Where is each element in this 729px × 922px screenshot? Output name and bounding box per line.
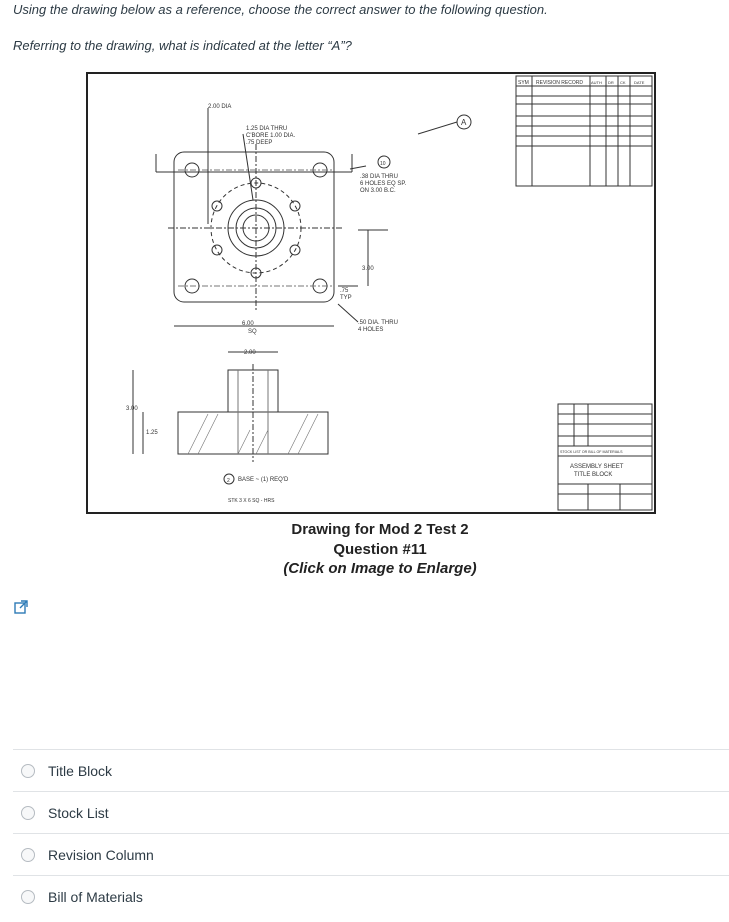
- rev-sym-label: SYM: [518, 80, 529, 86]
- part-number: 2: [227, 478, 230, 484]
- stock-size: STK 3 X 6 SQ - HRS: [228, 498, 275, 504]
- option-label: Bill of Materials: [48, 888, 143, 905]
- dim-typ: TYP: [340, 295, 352, 301]
- dim-75: .75: [340, 288, 349, 294]
- callout-a: [418, 115, 471, 134]
- question-prompt: Referring to the drawing, what is indicated at the letter “A”?: [13, 38, 352, 53]
- radio-icon[interactable]: [21, 764, 35, 778]
- drawing-caption-enlarge[interactable]: (Click on Image to Enlarge): [283, 560, 477, 577]
- dim-3-00: 3.00: [362, 266, 374, 272]
- dim-2-dia: 2.00 DIA: [208, 104, 232, 110]
- stock-list-label: STOCK LIST OR BILL OF MATERIALS: [560, 450, 623, 454]
- question-instruction: Using the drawing below as a reference, choose the correct answer to the following question.: [13, 2, 548, 17]
- revision-block: [516, 76, 652, 186]
- dim-sq: SQ: [248, 329, 257, 335]
- title-block-line2: TITLE BLOCK: [574, 472, 613, 478]
- holes-line1: .38 DIA THRU: [360, 174, 398, 180]
- holes4-line1: .50 DIA. THRU: [358, 320, 398, 326]
- answer-option-stock-list[interactable]: [13, 791, 729, 833]
- rev-dr-label: DR: [608, 80, 614, 85]
- item-10-label: 10: [380, 161, 386, 167]
- holes-line2: 6 HOLES EQ SP.: [360, 181, 407, 187]
- holes-line3: ON 3.00 B.C.: [360, 188, 396, 194]
- cbore-line2: C'BORE 1.00 DIA.: [246, 133, 296, 139]
- external-link-icon[interactable]: [14, 600, 28, 614]
- callout-letter: A: [461, 118, 467, 127]
- answer-option-bill-of-materials[interactable]: [13, 875, 729, 917]
- rev-auth-label: AUTH: [591, 80, 602, 85]
- cbore-line3: .75 DEEP: [246, 140, 273, 146]
- title-block: [558, 404, 652, 510]
- radio-icon[interactable]: [21, 806, 35, 820]
- rev-date-label: DATE: [634, 80, 645, 85]
- dim-6-00: 6.00: [242, 321, 254, 327]
- rev-ck-label: CK: [620, 80, 626, 85]
- radio-icon[interactable]: [21, 890, 35, 904]
- radio-icon[interactable]: [21, 848, 35, 862]
- drawing-caption-question: Question #11: [333, 541, 427, 558]
- engineering-drawing[interactable]: [86, 72, 656, 514]
- rev-record-label: REVISION RECORD: [536, 80, 583, 86]
- section-view: [133, 364, 328, 462]
- option-label: Revision Column: [48, 846, 154, 863]
- dim-3-00-v: 3.00: [126, 406, 138, 412]
- dim-2-00: 2.00: [244, 350, 256, 356]
- title-block-line1: ASSEMBLY SHEET: [570, 464, 624, 470]
- answer-option-title-block[interactable]: [13, 749, 729, 791]
- holes4-line2: 4 HOLES: [358, 327, 384, 333]
- option-label: Title Block: [48, 762, 113, 779]
- part-description: BASE ~ (1) REQ'D: [238, 477, 289, 483]
- drawing-caption-title: Drawing for Mod 2 Test 2: [291, 521, 469, 538]
- option-label: Stock List: [48, 804, 109, 821]
- answer-option-revision-column[interactable]: [13, 833, 729, 875]
- cbore-line1: 1.25 DIA THRU: [246, 126, 288, 132]
- dim-1-25: 1.25: [146, 430, 158, 436]
